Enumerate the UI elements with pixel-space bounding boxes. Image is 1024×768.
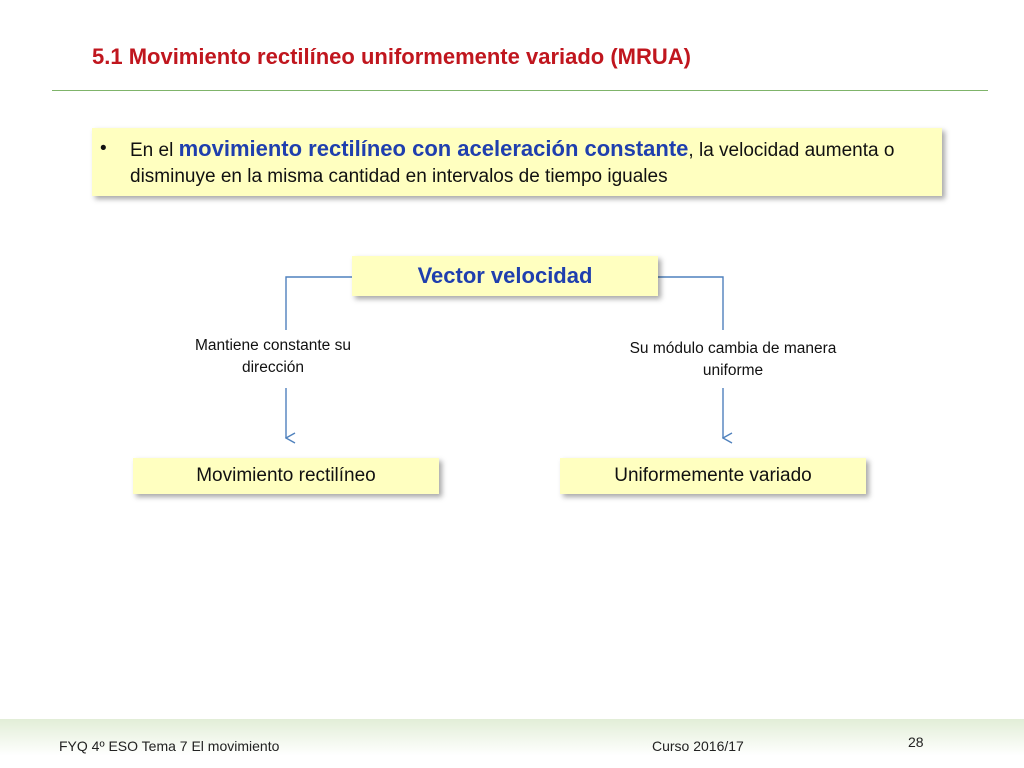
result-node-right: Uniformemente variado <box>560 458 866 494</box>
left-branch-label: Mantiene constante su dirección <box>195 337 351 376</box>
slide-title: 5.1 Movimiento rectilíneo uniformemente variado (MRUA) <box>92 44 691 69</box>
bullet-text-after: , la velocidad aumenta o disminuye en la misma cantidad en intervalos de tiempo iguales <box>130 140 895 187</box>
page-number: 28 <box>908 734 924 750</box>
root-node-vector-velocidad: Vector velocidad <box>352 256 658 296</box>
bullet-text-before: En el <box>130 140 179 161</box>
footer-course: FYQ 4º ESO Tema 7 El movimiento <box>59 738 280 754</box>
connector-left-top <box>286 277 352 330</box>
bullet-highlight: movimiento rectilíneo con aceleración constante <box>178 136 689 161</box>
bullet-marker: • <box>100 138 107 159</box>
right-branch-label: Su módulo cambia de manera uniforme <box>629 340 837 379</box>
connector-right-top <box>658 277 723 330</box>
result-node-left: Movimiento rectilíneo <box>133 458 439 494</box>
footer-year: Curso 2016/17 <box>652 738 744 754</box>
